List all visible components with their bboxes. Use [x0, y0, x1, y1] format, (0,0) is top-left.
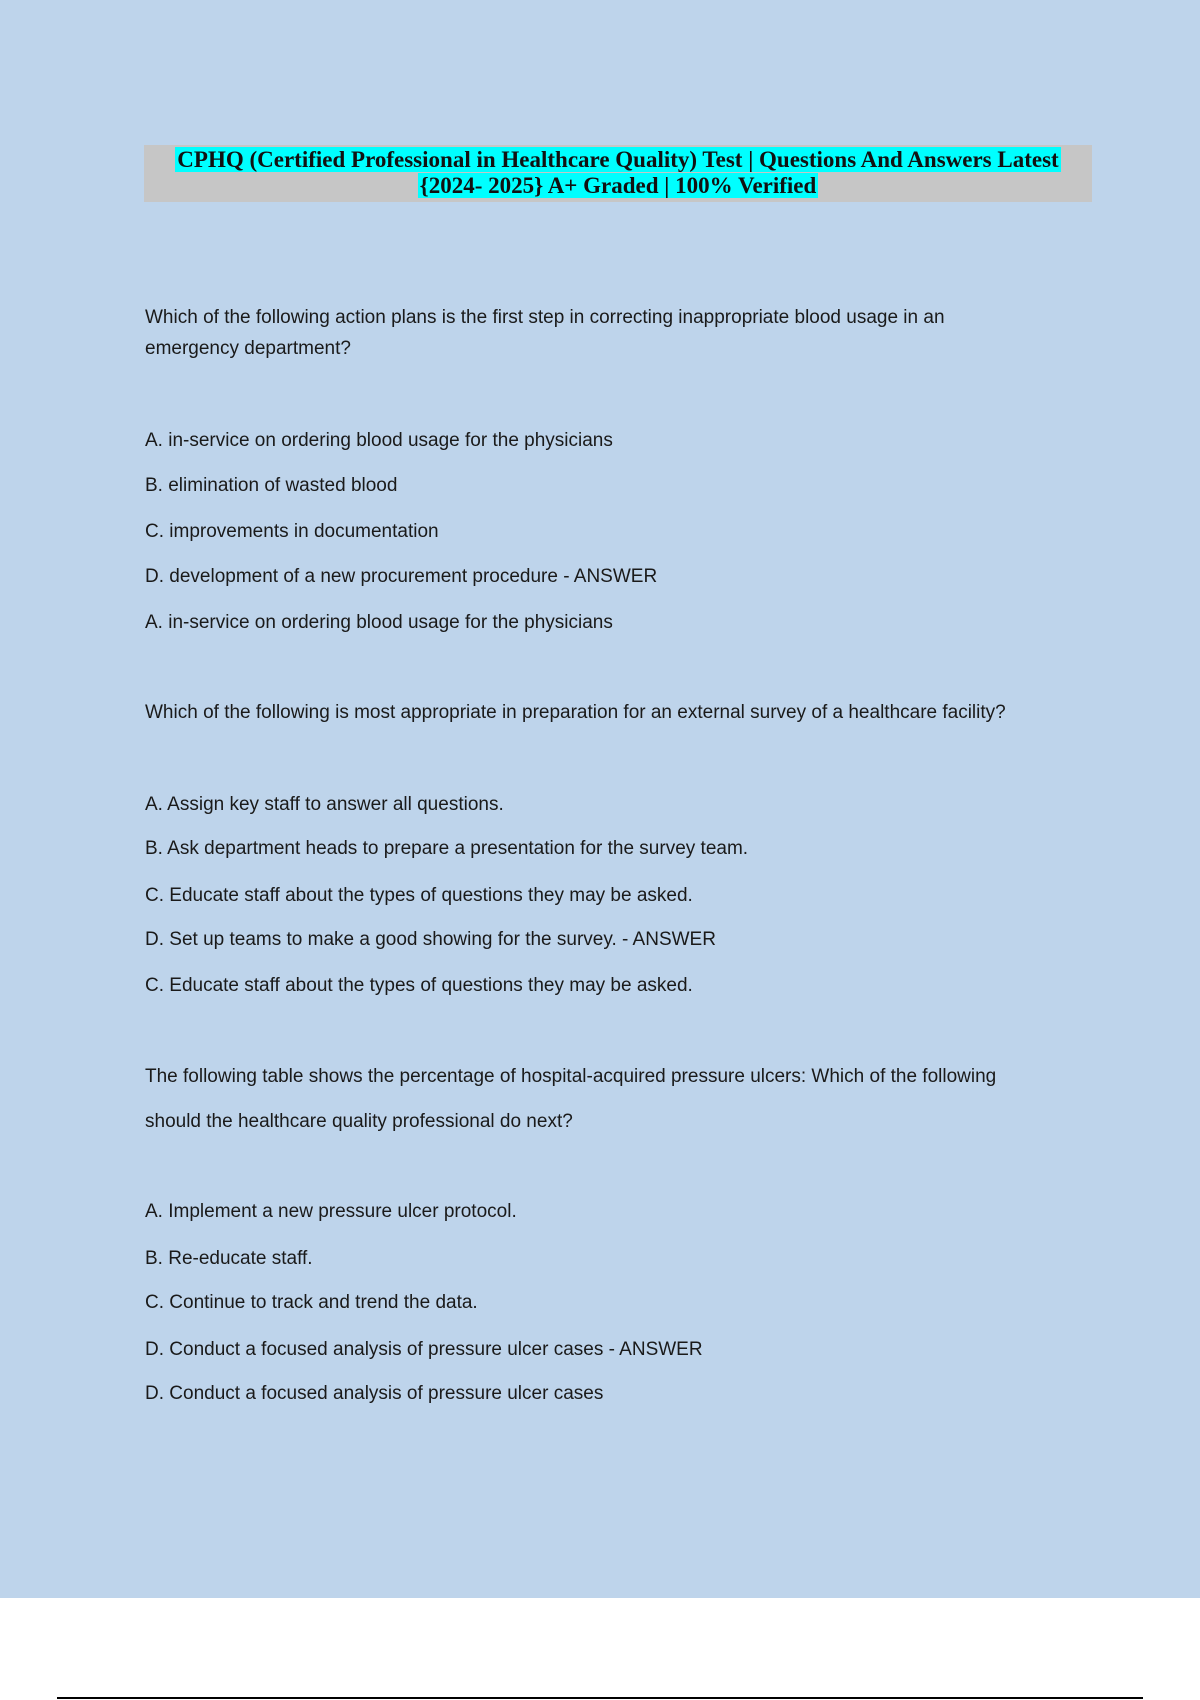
- question-1-option-c: C. improvements in documentation: [145, 521, 439, 542]
- question-2-option-b: B. Ask department heads to prepare a presentation for the survey team.: [145, 838, 749, 859]
- question-2-option-a: A. Assign key staff to answer all questions.: [145, 794, 504, 815]
- question-3-option-c: C. Continue to track and trend the data.: [145, 1292, 478, 1313]
- question-3-stem-line-2: should the healthcare quality professional do next?: [145, 1111, 573, 1132]
- question-3-option-d: D. Conduct a focused analysis of pressure ulcer cases - ANSWER: [145, 1339, 703, 1360]
- question-1-stem-line-2: emergency department?: [145, 338, 351, 359]
- title-line-2: {2024- 2025} A+ Graded | 100% Verified: [419, 173, 817, 198]
- question-3-option-b: B. Re-educate staff.: [145, 1248, 313, 1269]
- question-2-stem-line-1: Which of the following is most appropriate in preparation for an external survey of a healthcare facility?: [145, 702, 1006, 723]
- question-2-answer: C. Educate staff about the types of questions they may be asked.: [145, 975, 693, 996]
- question-1-stem-line-1: Which of the following action plans is the first step in correcting inappropriate blood usage in an: [145, 307, 945, 328]
- question-3-stem-line-1: The following table shows the percentage of hospital-acquired pressure ulcers: Which of the following: [145, 1066, 997, 1087]
- question-3-option-a: A. Implement a new pressure ulcer protocol.: [145, 1201, 517, 1222]
- question-1-answer: A. in-service on ordering blood usage for the physicians: [145, 612, 613, 633]
- question-1-option-d: D. development of a new procurement procedure - ANSWER: [145, 566, 658, 587]
- question-3-answer: D. Conduct a focused analysis of pressure ulcer cases: [145, 1383, 604, 1404]
- title-line-1: CPHQ (Certified Professional in Healthcare Quality) Test | Questions And Answers Latest: [177, 147, 1059, 172]
- question-2-option-d: D. Set up teams to make a good showing for the survey. - ANSWER: [145, 929, 716, 950]
- question-1-option-b: B. elimination of wasted blood: [145, 475, 398, 496]
- document-title: [144, 145, 1092, 202]
- question-1-option-a: A. in-service on ordering blood usage for the physicians: [145, 430, 613, 451]
- question-2-option-c: C. Educate staff about the types of questions they may be asked.: [145, 885, 693, 906]
- footer-divider: [57, 1697, 1143, 1699]
